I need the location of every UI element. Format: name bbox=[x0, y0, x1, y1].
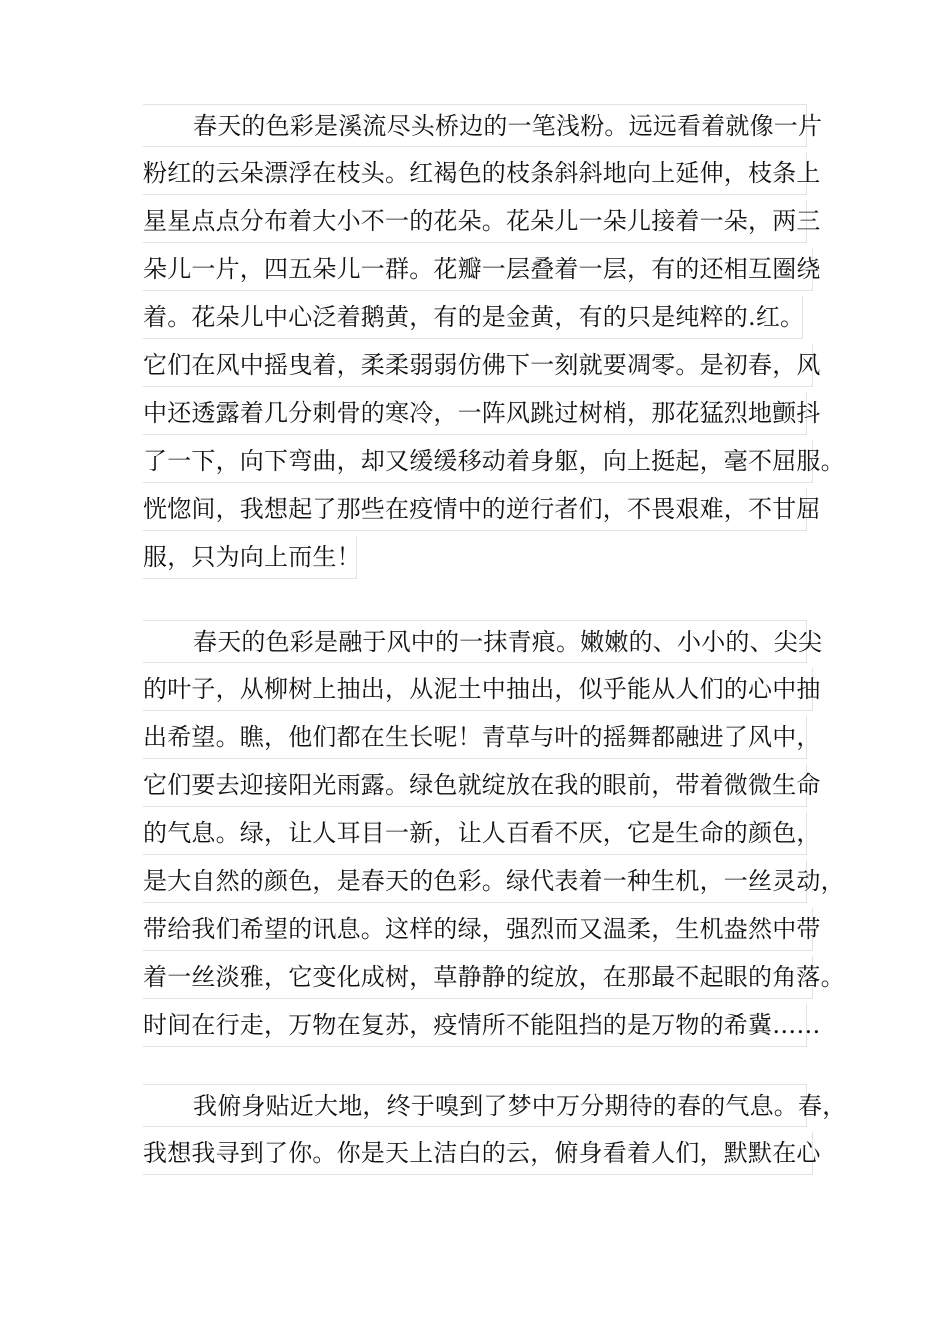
text-line: 带给我们希望的讯息。这样的绿，强烈而又温柔，生机盎然中带 bbox=[143, 908, 813, 951]
paragraph-spring-green bbox=[143, 620, 845, 1052]
paragraph-spring-breath bbox=[143, 1084, 847, 1180]
text-line: 出希望。瞧，他们都在生长呢！青草与叶的摇舞都融进了风中， bbox=[143, 716, 807, 759]
text-line: 中还透露着几分刺骨的寒冷，一阵风跳过树梢，那花猛烈地颤抖 bbox=[143, 392, 807, 435]
text-line: 的气息。绿，让人耳目一新，让人百看不厌，它是生命的颜色， bbox=[143, 812, 807, 855]
text-line: 恍惚间，我想起了那些在疫情中的逆行者们，不畏艰难，不甘屈 bbox=[143, 488, 807, 531]
text-line: 春天的色彩是融于风中的一抹青痕。嫩嫩的、小小的、尖尖 bbox=[143, 620, 807, 663]
text-line: 粉红的云朵漂浮在枝头。红褐色的枝条斜斜地向上延伸，枝条上 bbox=[143, 152, 807, 195]
text-line: 它们在风中摇曳着，柔柔弱弱仿佛下一刻就要凋零。是初春，风 bbox=[143, 344, 813, 387]
text-line: 了一下，向下弯曲，却又缓缓移动着身躯，向上挺起，毫不屈服。 bbox=[143, 440, 813, 483]
text-line: 着。花朵儿中心泛着鹅黄，有的是金黄，有的只是纯粹的.红。 bbox=[143, 296, 803, 339]
text-line: 它们要去迎接阳光雨露。绿色就绽放在我的眼前，带着微微生命 bbox=[143, 764, 807, 807]
text-line: 春天的色彩是溪流尽头桥边的一笔浅粉。远远看着就像一片 bbox=[143, 104, 807, 147]
text-line: 的叶子，从柳树上抽出，从泥土中抽出，似乎能从人们的心中抽 bbox=[143, 668, 813, 711]
text-line: 我俯身贴近大地，终于嗅到了梦中万分期待的春的气息。春， bbox=[143, 1084, 807, 1127]
text-line: 星星点点分布着大小不一的花朵。花朵儿一朵儿接着一朵，两三 bbox=[143, 200, 807, 243]
text-line: 是大自然的颜色，是春天的色彩。绿代表着一种生机，一丝灵动， bbox=[143, 860, 807, 903]
text-line: 我想我寻到了你。你是天上洁白的云，俯身看着人们，默默在心 bbox=[143, 1132, 813, 1175]
paragraph-spring-pink bbox=[143, 104, 845, 584]
text-line: 服，只为向上而生！ bbox=[143, 536, 357, 579]
text-line: 朵儿一片，四五朵儿一群。花瓣一层叠着一层，有的还相互圈绕 bbox=[143, 248, 813, 291]
text-line: 着一丝淡雅，它变化成树，草静静的绽放，在那最不起眼的角落。 bbox=[143, 956, 813, 999]
text-line: 时间在行走，万物在复苏，疫情所不能阻挡的是万物的希冀…… bbox=[143, 1004, 807, 1047]
